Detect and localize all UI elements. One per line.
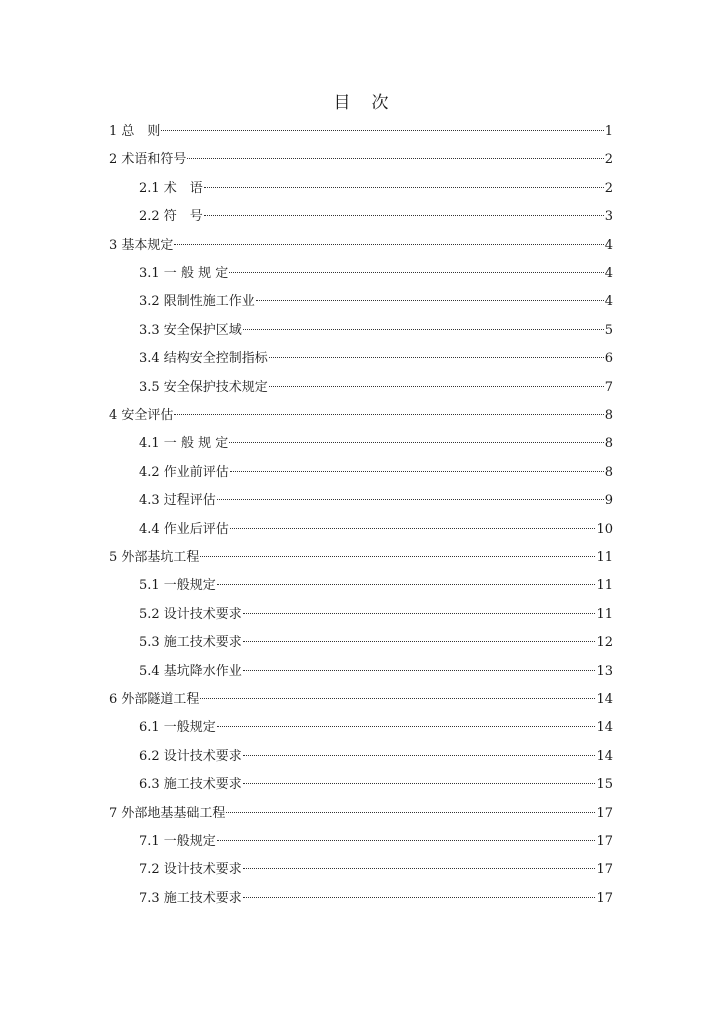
toc-entry-label: 1 总 则 <box>109 124 161 139</box>
dot-leader <box>217 726 596 727</box>
toc-entry-page-number: 17 <box>596 862 613 878</box>
toc-entry-label: 7 外部地基基础工程 <box>109 805 226 821</box>
toc-entry[interactable] <box>109 122 613 142</box>
toc-entry[interactable] <box>109 804 613 824</box>
toc-entry[interactable] <box>109 406 613 426</box>
dot-leader <box>269 357 604 358</box>
toc-entry-page-number: 14 <box>596 720 613 736</box>
toc-entry-label: 5.4 基坑降水作业 <box>139 663 242 679</box>
toc-entry-page-number: 8 <box>604 436 613 452</box>
dot-leader <box>217 584 596 585</box>
toc-entry-label: 4 安全评估 <box>109 408 174 423</box>
dot-leader <box>174 414 603 415</box>
dot-leader <box>229 272 604 273</box>
dot-leader <box>226 812 595 813</box>
toc-entry-page-number: 17 <box>596 834 613 849</box>
toc-entry-page-number: 11 <box>596 578 613 594</box>
toc-entry-label: 6 外部隧道工程 <box>109 692 200 707</box>
toc-entry[interactable] <box>139 633 613 653</box>
toc-entry-label: 3.5 安全保护技术规定 <box>139 379 268 395</box>
toc-entry-label: 4.3 过程评估 <box>139 493 216 509</box>
toc-entry-label: 6.2 设计技术要求 <box>139 748 242 764</box>
toc-entry[interactable] <box>109 236 613 256</box>
toc-entry-page-number: 9 <box>604 493 613 509</box>
toc-entry-page-number: 8 <box>604 464 613 480</box>
toc-entry-page-number: 4 <box>604 237 613 253</box>
dot-leader <box>243 613 596 614</box>
toc-entry-label: 3 基本规定 <box>109 237 174 253</box>
toc-entry[interactable] <box>139 832 613 852</box>
dot-leader <box>269 386 604 387</box>
toc-entry-page-number: 8 <box>604 408 613 423</box>
dot-leader <box>161 130 603 131</box>
dot-leader <box>230 471 604 472</box>
toc-entry-label: 6.1 一般规定 <box>139 720 216 736</box>
dot-leader <box>200 556 595 557</box>
toc-entry[interactable] <box>139 207 613 227</box>
toc-entry[interactable] <box>109 690 613 710</box>
dot-leader <box>243 868 596 869</box>
toc-entry[interactable] <box>139 747 613 767</box>
toc-entry[interactable] <box>139 718 613 738</box>
toc-entry-label: 7.3 施工技术要求 <box>139 890 242 906</box>
toc-entry-page-number: 17 <box>596 805 613 821</box>
toc-entry-page-number: 2 <box>604 152 613 168</box>
toc-entry-label: 5 外部基坑工程 <box>109 550 200 565</box>
dot-leader <box>217 499 604 500</box>
toc-entry[interactable] <box>139 889 613 909</box>
toc-entry[interactable] <box>109 150 613 170</box>
toc-entry-page-number: 14 <box>596 692 613 707</box>
toc-entry[interactable] <box>139 349 613 369</box>
toc-entry-page-number: 11 <box>596 606 613 622</box>
toc-entry[interactable] <box>139 576 613 596</box>
toc-entry-page-number: 4 <box>604 294 613 310</box>
dot-leader <box>230 528 596 529</box>
page-title: 目 次 <box>333 93 391 113</box>
toc-entry-page-number: 12 <box>596 635 613 651</box>
toc-entry[interactable] <box>139 179 613 199</box>
toc-entry-page-number: 6 <box>604 351 613 367</box>
toc-entry[interactable] <box>139 605 613 625</box>
toc-entry-label: 3.2 限制性施工作业 <box>139 294 255 310</box>
toc-entry[interactable] <box>139 463 613 483</box>
toc-entry-page-number: 13 <box>596 663 613 679</box>
toc-entry[interactable] <box>139 662 613 682</box>
toc-entry-label: 7.2 设计技术要求 <box>139 862 242 878</box>
toc-entry-label: 3.4 结构安全控制指标 <box>139 351 268 367</box>
dot-leader <box>229 442 604 443</box>
dot-leader <box>243 755 596 756</box>
toc-entry-label: 4.1 一 般 规 定 <box>139 436 229 452</box>
dot-leader <box>217 840 596 841</box>
toc-entry[interactable] <box>139 434 613 454</box>
dot-leader <box>187 158 603 159</box>
toc-entry[interactable] <box>139 264 613 284</box>
toc-entry-label: 2.1 术 语 <box>139 180 203 196</box>
dot-leader <box>204 187 604 188</box>
toc-entry-page-number: 5 <box>604 322 613 338</box>
toc-entry-page-number: 10 <box>596 521 613 537</box>
toc-entry[interactable] <box>139 775 613 795</box>
toc-entry-page-number: 14 <box>596 748 613 764</box>
toc-entry-label: 4.2 作业前评估 <box>139 464 229 480</box>
toc-entry-page-number: 11 <box>596 550 613 565</box>
toc-entry-label: 2.2 符 号 <box>139 209 203 225</box>
toc-entry[interactable] <box>139 378 613 398</box>
toc-entry-label: 2 术语和符号 <box>109 152 187 168</box>
toc-entry-page-number: 15 <box>596 777 613 793</box>
toc-entry[interactable] <box>139 321 613 341</box>
toc-entry[interactable] <box>109 548 613 568</box>
toc-entry-label: 3.3 安全保护区域 <box>139 322 242 338</box>
toc-entry[interactable] <box>139 292 613 312</box>
toc-entry-page-number: 7 <box>604 379 613 395</box>
toc-entry-label: 6.3 施工技术要求 <box>139 777 242 793</box>
toc-entry-page-number: 17 <box>596 890 613 906</box>
toc-entry-label: 3.1 一 般 规 定 <box>139 266 229 281</box>
toc-entry[interactable] <box>139 491 613 511</box>
dot-leader <box>204 215 604 216</box>
toc-entry-page-number: 1 <box>604 124 613 139</box>
toc-entry-label: 5.1 一般规定 <box>139 578 216 594</box>
dot-leader <box>243 670 596 671</box>
toc-entry-label: 5.2 设计技术要求 <box>139 606 242 622</box>
dot-leader <box>200 698 595 699</box>
toc-entry-label: 5.3 施工技术要求 <box>139 635 242 651</box>
toc-entry-page-number: 3 <box>604 209 613 225</box>
toc-entry-label: 4.4 作业后评估 <box>139 521 229 537</box>
toc-entry-page-number: 2 <box>604 180 613 196</box>
toc-entry[interactable] <box>139 520 613 540</box>
dot-leader <box>243 641 596 642</box>
dot-leader <box>243 897 596 898</box>
toc-entry-page-number: 4 <box>604 266 613 281</box>
toc-entry[interactable] <box>139 860 613 880</box>
dot-leader <box>243 329 604 330</box>
toc-entry-label: 7.1 一般规定 <box>139 834 216 849</box>
dot-leader <box>243 783 596 784</box>
dot-leader <box>174 244 603 245</box>
dot-leader <box>256 300 604 301</box>
